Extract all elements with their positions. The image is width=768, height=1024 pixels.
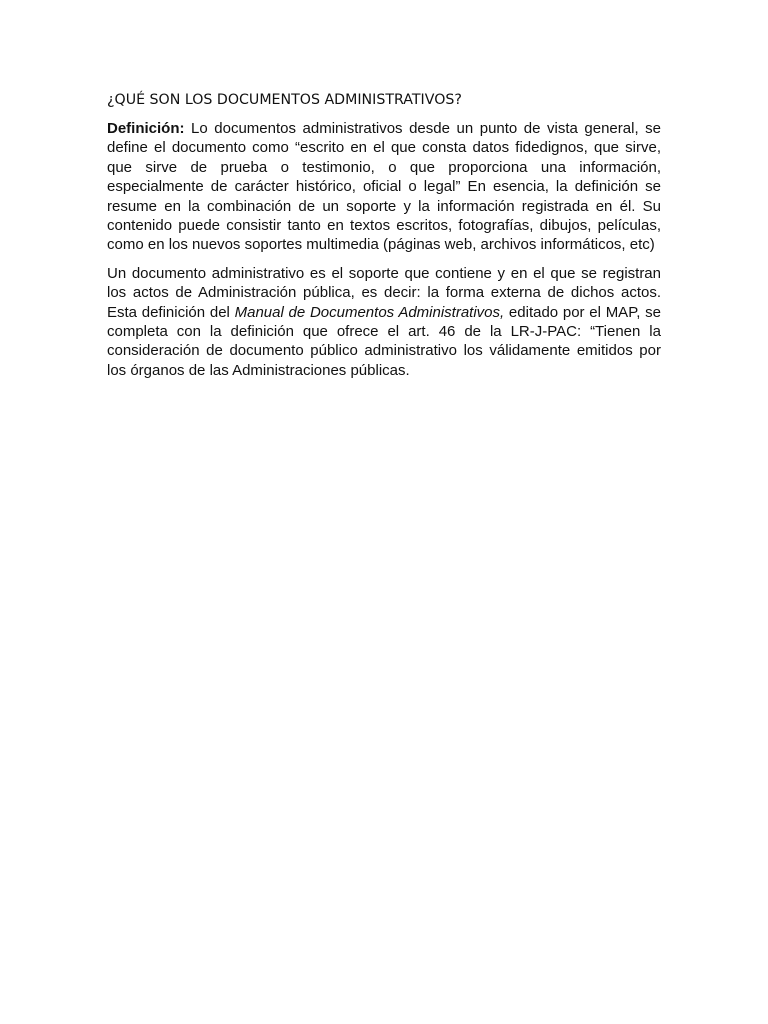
paragraph-text-before: Un documento administrativo es el soporte que contiene y en el que se registran los actos de Administración pública, es decir: la forma externa de dichos actos. Esta definición del <box>107 264 661 321</box>
definition-label: Definición: <box>107 120 185 137</box>
paragraph-text-after: editado por el MAP, se completa con la definición que ofrece el art. 46 de la LR-J-PAC: “Tienen la consideración de documento público administrativo los válidamente emitidos por los órganos de las Administraciones públicas. <box>107 303 661 379</box>
administrative-document-paragraph <box>107 264 661 380</box>
document-body <box>107 90 661 389</box>
definition-text: Lo documentos administrativos desde un punto de vista general, se define el documento como “escrito en el que consta datos fidedignos, que sirve, que sirve de prueba o testimonio, o que proporciona una información, especialmente de carácter histórico, oficial o legal” En esencia, la definición se resume en la combinación de un soporte y la información registrada en él. Su contenido puede consistir tanto en textos escritos, fotografías, dibujos, películas, como en los nuevos soportes multimedia (páginas web, archivos informáticos, etc) <box>107 120 661 254</box>
document-title: ¿QUÉ SON LOS DOCUMENTOS ADMINISTRATIVOS? <box>107 92 462 108</box>
manual-title: Manual de Documentos Administrativos, <box>234 303 505 321</box>
definition-paragraph <box>107 119 661 255</box>
